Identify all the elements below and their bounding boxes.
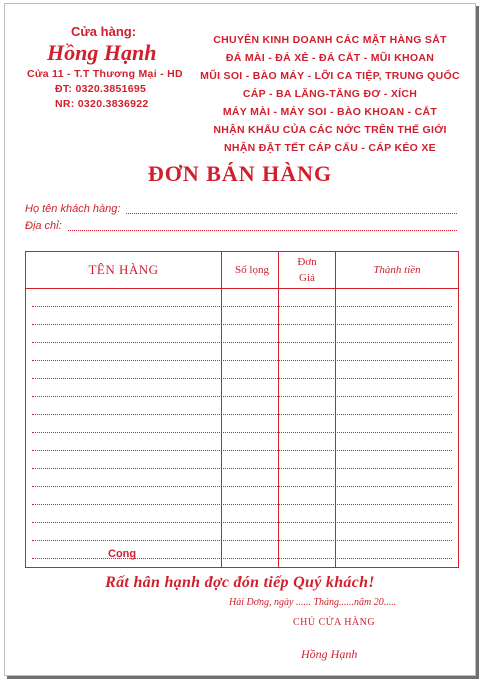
customer-name-label: Họ tên khách hàng: xyxy=(25,203,121,215)
table-row xyxy=(32,522,452,523)
table-row xyxy=(32,468,452,469)
shop-phone: ĐT: 0320.3851695 xyxy=(55,83,147,95)
table-row xyxy=(32,324,452,325)
owner-label: CHỦ CỬA HÀNG xyxy=(293,617,376,628)
table-row xyxy=(32,360,452,361)
table-row xyxy=(32,486,452,487)
business-line: ĐÁ MÀI - ĐÁ XẺ - ĐÁ CẮT - MŨI KHOAN xyxy=(225,52,435,64)
greeting: Rất hân hạnh đợc đón tiếp Quý khách! xyxy=(105,574,375,591)
table-row xyxy=(32,450,452,451)
business-line: CHUYÊN KINH DOANH CÁC MẶT HÀNG SẮT xyxy=(213,34,447,46)
business-line: CÁP - BA LĂNG-TĂNG ĐƠ - XÍCH xyxy=(242,88,418,100)
business-lines xyxy=(195,31,465,157)
table-row xyxy=(32,558,452,559)
column-divider xyxy=(278,252,279,567)
total-label: Cọng xyxy=(108,548,137,560)
table-row xyxy=(32,504,452,505)
shop-info xyxy=(23,24,183,110)
business-line: MŨI SOI - BÀO MÁY - LỠI CA TIỆP, TRUNG QUỐC xyxy=(200,70,460,82)
owner-signature: Hồng Hạnh xyxy=(301,647,358,661)
address-field xyxy=(25,220,457,232)
table-row xyxy=(32,306,452,307)
table-row xyxy=(32,396,452,397)
header-unit-price: Đơn Giá xyxy=(297,256,317,284)
table-row xyxy=(32,342,452,343)
business-line: NHẬN ĐẶT TẾT CÁP CẨU - CÁP KÉO XE xyxy=(224,142,436,154)
table-row xyxy=(32,432,452,433)
date-line: Hải Dơng, ngày ...... Tháng......năm 20..... xyxy=(229,597,397,608)
table-row xyxy=(32,378,452,379)
shop-label: Cửa hàng: xyxy=(71,24,137,39)
business-line: MÁY MÀI - MÁY SOI - BÀO KHOAN - CẮT xyxy=(222,106,438,118)
header-amount: Thành tiền xyxy=(373,264,421,276)
header-item-name: TÊN HÀNG xyxy=(88,262,159,277)
address-blank xyxy=(68,220,457,231)
shop-address: Cửa 11 - T.T Thương Mại - HD xyxy=(27,68,183,80)
table-row xyxy=(32,540,452,541)
shop-name: Hồng Hạnh xyxy=(47,40,157,65)
items-table xyxy=(25,251,459,568)
customer-name-blank xyxy=(126,203,457,214)
column-divider xyxy=(335,252,336,567)
invoice-page xyxy=(4,3,476,676)
business-line: NHẬN KHẨU CỦA CÁC NỚC TRÊN THẾ GIỚI xyxy=(213,124,447,136)
header-quantity: Số lọng xyxy=(235,264,269,276)
address-label: Địa chỉ: xyxy=(25,220,62,232)
document-title: ĐƠN BÁN HÀNG xyxy=(147,161,333,186)
shop-home-phone: NR: 0320.3836922 xyxy=(55,98,149,110)
table-row xyxy=(32,414,452,415)
column-divider xyxy=(221,252,222,567)
customer-name-field xyxy=(25,203,457,215)
